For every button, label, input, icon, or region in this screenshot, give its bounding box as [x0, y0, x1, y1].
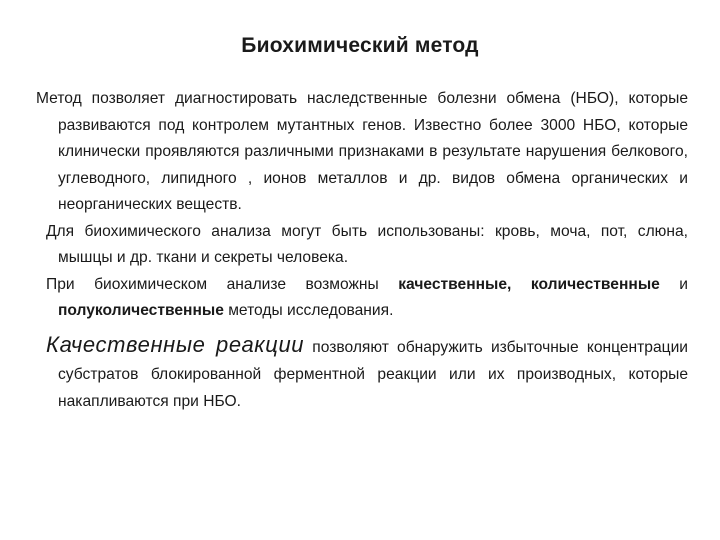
slide-body	[36, 86, 688, 415]
paragraph-qualitative-reactions	[36, 331, 688, 415]
methods-text-start: При биохимическом анализе возможны	[46, 275, 399, 293]
methods-text-end: методы исследования.	[223, 302, 394, 319]
methods-bold-semiquantitative: полуколичественные	[58, 302, 224, 319]
slide-title: Биохимический метод	[241, 34, 479, 57]
qualitative-reactions-text: позволяют обнаружить избыточные концентрации субстратов блокированной ферментной реакции или их производных, которые накапливаются при НБО.	[58, 338, 689, 410]
paragraph-analysis-methods	[36, 272, 688, 325]
qualitative-reactions-term: Качественные реакции	[46, 331, 305, 357]
methods-text-and: и	[659, 275, 689, 293]
paragraph-method-description: Метод позволяет диагностировать наследственные болезни обмена (НБО), которые развиваются под контролем мутантных генов. Известно более 3000 НБО, которые клинически проявляются различными признаками в результате нарушения белкового, углеводного, липидного , ионов металлов и др. видов обмена органических и неорганических веществ.	[36, 90, 688, 213]
paragraph-analysis-materials: Для биохимического анализа могут быть использованы: кровь, моча, пот, слюна, мышцы и др. ткани и секреты человека.	[46, 222, 688, 266]
methods-bold-qualitative-quantitative: качественные, количественные	[398, 275, 660, 293]
